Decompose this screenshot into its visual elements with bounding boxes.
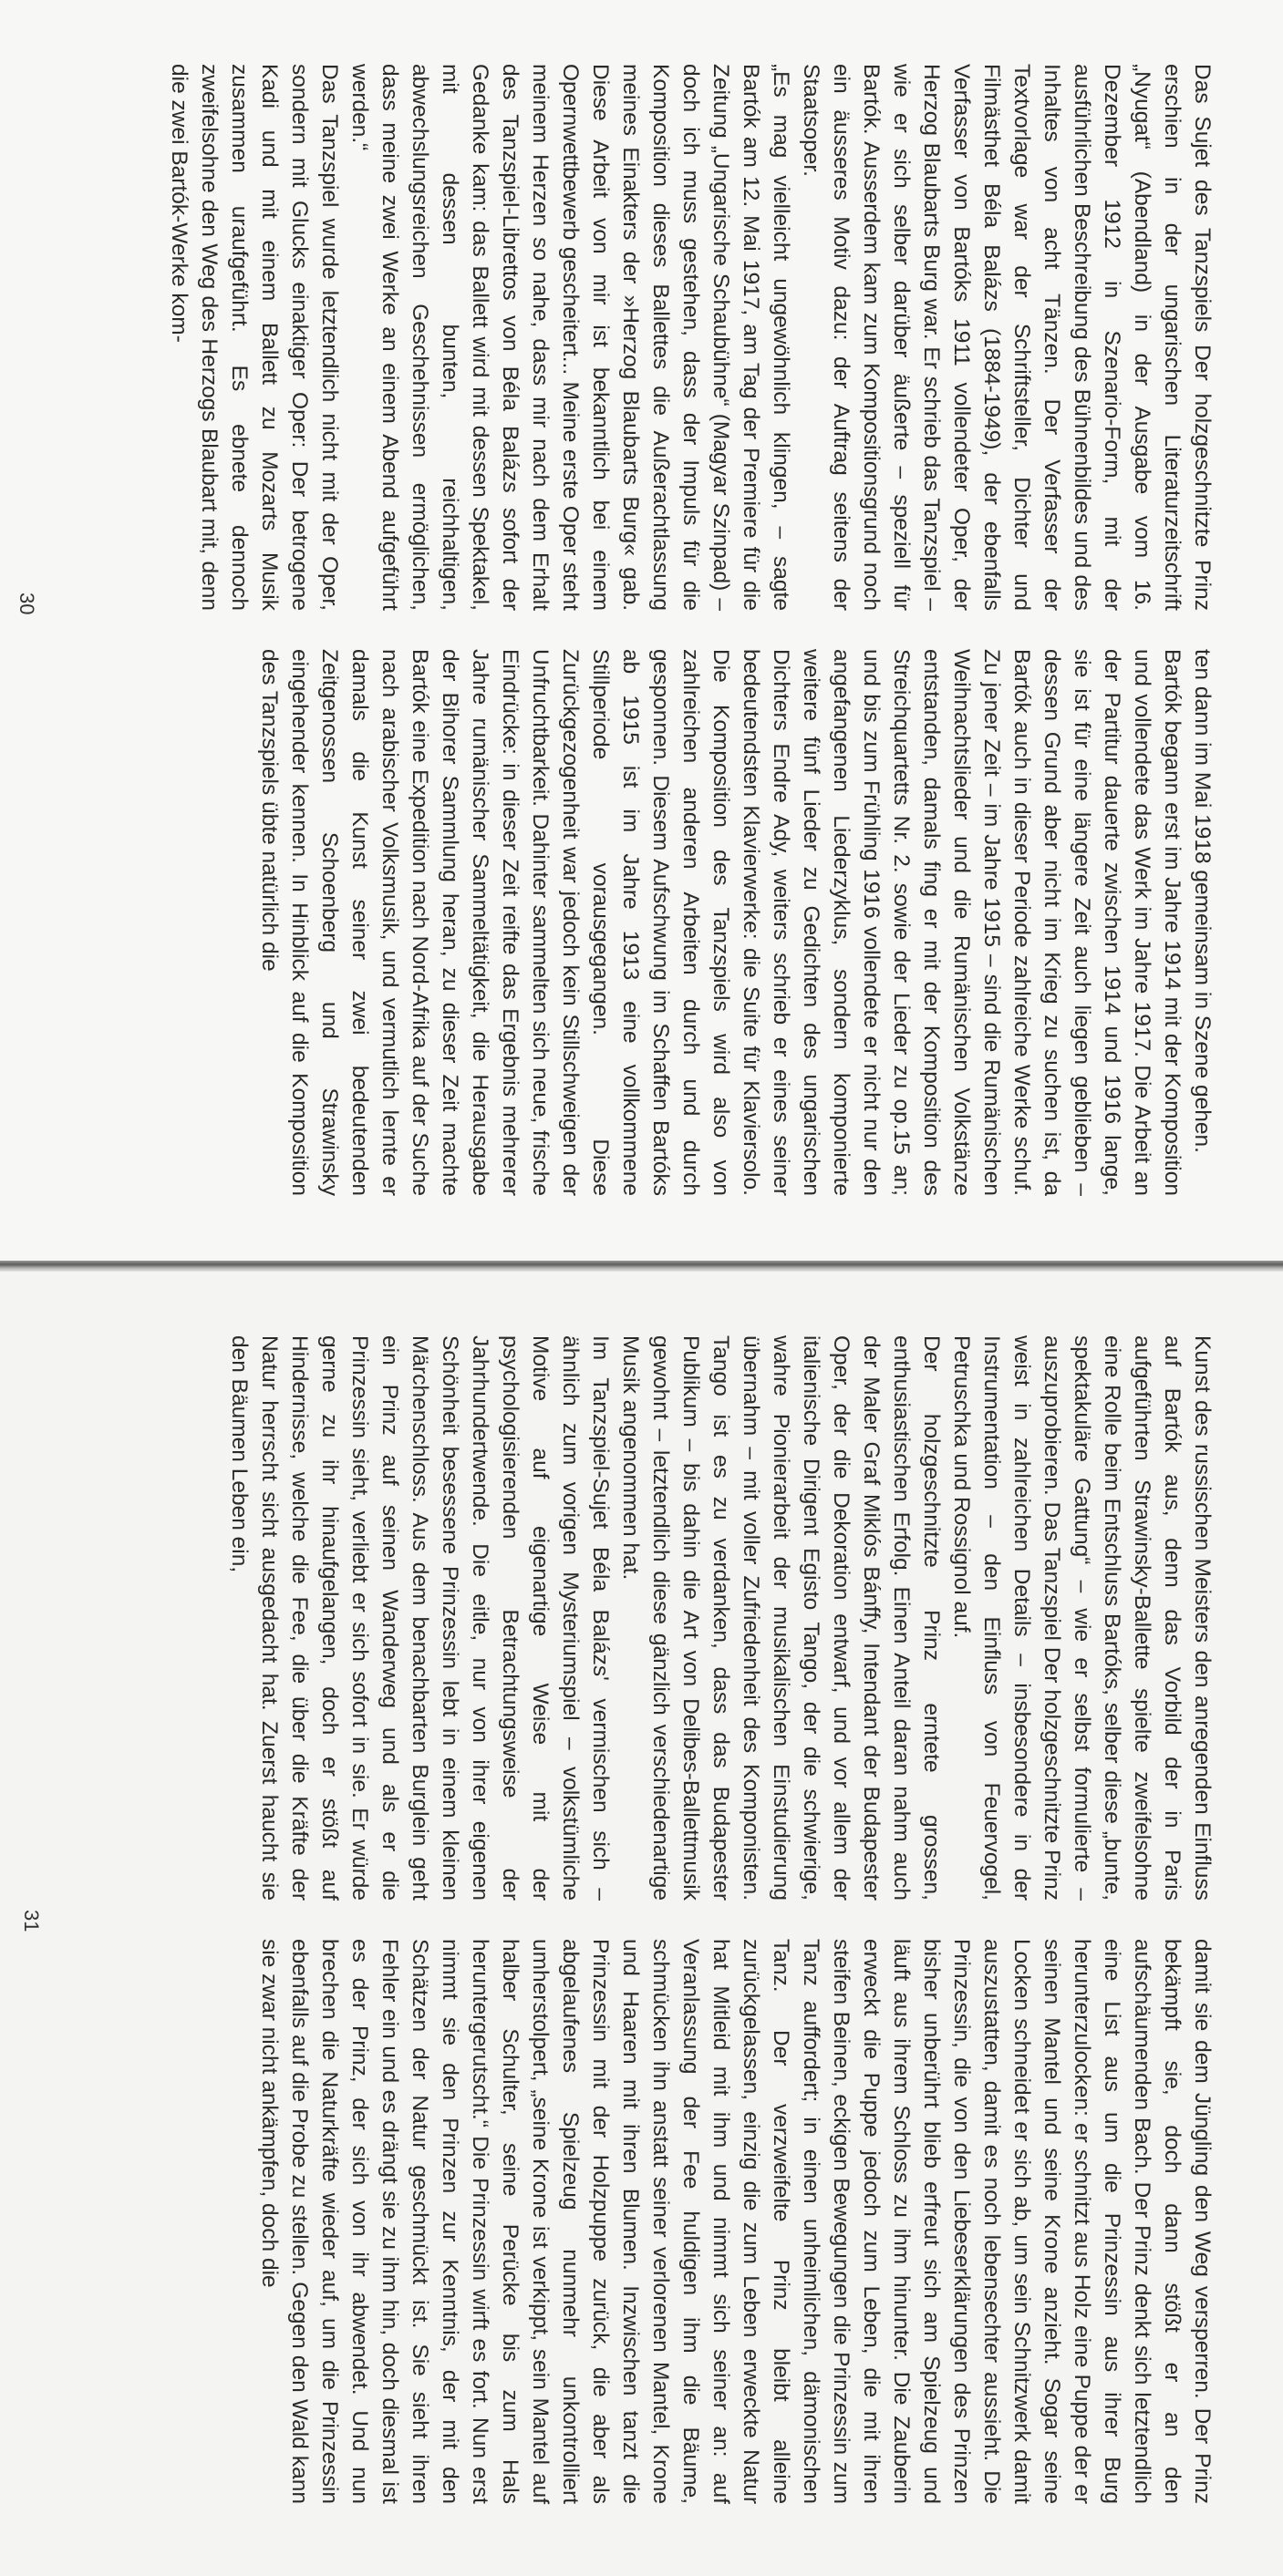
paragraph: Das Tanzspiel wurde letztendlich nicht mit der Oper, sondern mit Glucks einaktiger Oper: Der betrogene Kadi und mit einem Ballett zu Mozarts Musik zusammen uraufgeführt. Es ebnete dennoch zweifelsohne den Weg des Herzogs Blaubart mit, denn die zwei Bartók-Werke kom- <box>167 64 342 611</box>
page-31-right-column <box>254 1939 1217 2504</box>
page-31-content <box>0 1272 1283 2576</box>
paragraph: damit sie dem Jüngling den Weg versperren. Der Prinz bekämpft sie, doch dann stößt er an den aufschäumenden Bach. Der Prinz denkt sich letztendlich eine List aus um die Prinzessin aus ihrer Burg herunterzulocken: er schnitzt aus Holz eine Puppe der er seinen Mantel und seine Krone anzieht. Sogar seine Locken schneidet er sich ab, um sein Schnitzwerk damit auszustatten, damit es noch lebensechter aussieht. Die Prinzessin, die von den Liebeserklärungen des Prinzen bisher unberührt blieb erfreut sich am Spielzeug und läuft aus ihrem Schloss zu ihm hinunter. Die Zauberin erweckt die Puppe jedoch zum Leben, die mit ihren steifen Beinen, eckigen Bewegungen die Prinzessin zum Tanz auffordert; in einen unheimlichen, dämonischen Tanz. Der verzweifelte Prinz bleibt alleine zurückgelassen, einzig die zum Leben erweckte Natur hat Mitleid mit ihm und nimmt sich seiner an: auf Veranlassung der Fee huldigen ihm die Bäume, schmücken ihn anstatt seiner verlorenen Mantel, Krone und Haaren mit ihren Blumen. Inzwischen tanzt die Prinzessin mit der Holzpuppe zurück, die aber als abgelaufenes Spielzeug nunmehr unkontrolliert umherstolpert, „seine Krone ist verkippt, sein Mantel auf halber Schulter, seine Perücke bis zum Hals heruntergerutscht.“ Die Prinzessin wirft es fort. Nun erst nimmt sie den Prinzen zur Kenntnis, der mit den Schätzen der Natur geschmückt ist. Sie sieht ihren Fehler ein und es drängt sie zu ihm hin, doch diesmal ist es der Prinz, der sich von ihr abwendet. Und nun brechen die Naturkräfte wieder auf, um die Prinzessin ebenfalls auf die Probe zu stellen. Gegen den Wald kann sie zwar nicht ankämpfen, doch die <box>257 1939 1215 2504</box>
page-31 <box>0 1272 1283 2576</box>
paragraph: ten dann im Mai 1918 gemeinsam in Szene gehen. <box>1190 649 1215 1153</box>
page-31-left-column <box>224 1335 1217 1901</box>
page-30 <box>0 0 1283 1261</box>
page-number: 30 <box>16 592 38 615</box>
page-number: 31 <box>20 1910 43 1932</box>
page-30-content <box>0 0 1283 1261</box>
page-30-right-column <box>254 649 1217 1196</box>
paragraph: Das Sujet des Tanzspiels Der holzgeschnitzte Prinz erschien in der ungarischen Literaturzeitschrift „Nyugat“ (Abendland) in der Ausgabe vom 16. Dezember 1912 in Szenario-Form, mit der ausführlichen Beschreibung des Bühnenbildes und des Inhaltes von acht Tänzen. Der Verfasser der Textvorlage war der Schriftsteller, Dichter und Filmästhet Béla Balázs (1884-1949), der ebenfalls Verfasser von Bartóks 1911 vollendeter Oper, der Herzog Blaubarts Burg war. Er schrieb das Tanzspiel – wie er sich selber darüber äußerte – speziell für Bartók. Ausserdem kam zum Kompositionsgrund noch ein äusseres Motiv dazu: der Auftrag seitens der Staatsoper. <box>799 64 1215 611</box>
page-30-left-column <box>164 64 1217 611</box>
paragraph: Kunst des russischen Meisters den anregenden Einfluss auf Bartók aus, denn das Vorbild der in Paris aufgeführten Strawinsky-Ballette spielte zweifelsohne eine Rolle beim Entschluss Bartóks, selber diese „bunte, spektakuläre Gattung“ – wie er selbst formulierte – auszuprobieren. Das Tanzspiel Der holzgeschnitzte Prinz weist in zahlreichen Details – insbesondere in der Instrumentation – den Einfluss von Feuervogel, Petruschka und Rossignol auf. <box>949 1335 1215 1901</box>
paragraph: Bartók begann erst im Jahre 1914 mit der Komposition und vollendete das Werk im Jahre 1917. Die Arbeit an der Partitur dauerte zwischen 1914 und 1916 lange, sie ist für eine längere Zeit auch liegen geblieben – dessen Grund aber nicht im Krieg zu suchen ist, da Bartók auch in dieser Periode zahlreiche Werke schuf. Zu jener Zeit – im Jahre 1915 – sind die Rumänischen Weihnachtslieder und die Rumänischen Volkstänze entstanden, damals fing er mit der Komposition des Streichquartetts Nr. 2. sowie der Lieder zu op.15 an; und bis zum Frühling 1916 vollendete er nicht nur den angefangenen Liederzyklus, sondern komponierte weitere fünf Lieder zu Gedichten des ungarischen Dichters Endre Ady, weiters schrieb er eines seiner bedeutendsten Klavierwerke: die Suite für Klaviersolo. Die Komposition des Tanzspiels wird also von zahlreichen anderen Arbeiten durch und durch gesponnen. Diesem Aufschwung im Schaffen Bartóks ab 1915 ist im Jahre 1913 eine vollkommene Stillperiode vorausgegangen. Diese Zurückgezogenheit war jedoch kein Stillschweigen der Unfruchtbarkeit. Dahinter sammelten sich neue, frische Eindrücke: in dieser Zeit reifte das Ergebnis mehrerer Jahre rumänischer Sammeltätigkeit, die Herausgabe der Bihorer Sammlung heran, zu dieser Zeit machte Bartók eine Expedition nach Nord-Afrika auf der Suche nach arabischer Volksmusik, und vermutlich lernte er damals die Kunst seiner zwei bedeutenden Zeitgenossen Schoenberg und Strawinsky eingehender kennen. In Hinblick auf die Komposition des Tanzspiels übte natürlich die <box>257 649 1185 1196</box>
paragraph: „Es mag vielleicht ungewöhnlich klingen, – sagte Bartók am 12. Mai 1917, am Tag der Premiere für die Zeitung „Ungarische Schaubühne“ (Magyar Szinpad) – doch ich muss gestehen, dass der Impuls für die Komposition dieses Ballettes die Außerachtlassung meines Einakters der »Herzog Blaubarts Burg« gab. Diese Arbeit von mir ist bekanntlich bei einem Opernwettbewerb gescheitert... Meine erste Oper steht meinem Herzen so nahe, dass mir nach dem Erhalt des Tanzspiel-Librettos von Béla Balázs sofort der Gedanke kam: das Ballett wird mit dessen Spektakel, mit dessen bunten, reichhaltigen, abwechslungsreichen Geschehnissen ermöglichen, dass meine zwei Werke an einem Abend aufgeführt werden.“ <box>347 64 793 611</box>
book-gutter <box>0 1261 1283 1272</box>
paragraph: Im Tanzspiel-Sujet Béla Balázs' vermischen sich – ähnlich zum vorigen Mysteriumspiel – volkstümliche Motive auf eigenartige Weise mit der psychologisierenden Betrachtungsweise der Jahrhundertwende. Die eitle, nur von ihrer eigenen Schönheit besessene Prinzessin lebt in einem kleinen Märchenschloss. Aus dem benachbarten Burglein geht ein Prinz auf seinen Wanderweg und als er die Prinzessin sieht, verliebt er sich sofort in sie. Er würde gerne zu ihr hinaufgelangen, doch er stößt auf Hindernisse, welche die Fee, die über die Kräfte der Natur herrscht sicht ausgedacht hat. Zuerst haucht sie den Bäumen Leben ein, <box>227 1335 613 1901</box>
paragraph: Der holzgeschnitzte Prinz erntete grossen, enthusiastischen Erfolg. Einen Anteil daran nahm auch der Maler Graf Miklós Bánffy, Intendant der Budapester Oper, der die Dekoration entwarf, und vor allem der italienische Dirigent Egisto Tango, der die schwierige, wahre Pionierarbeit der musikalischen Einstudierung übernahm – mit voller Zufriedenheit des Komponisten. Tango ist es zu verdanken, dass das Budapester Publikum – bis dahin die Art von Delibes-Ballettmusik gewohnt – letztendlich diese gänzlich verschiedenartige Musik angenommen hat. <box>618 1335 944 1901</box>
